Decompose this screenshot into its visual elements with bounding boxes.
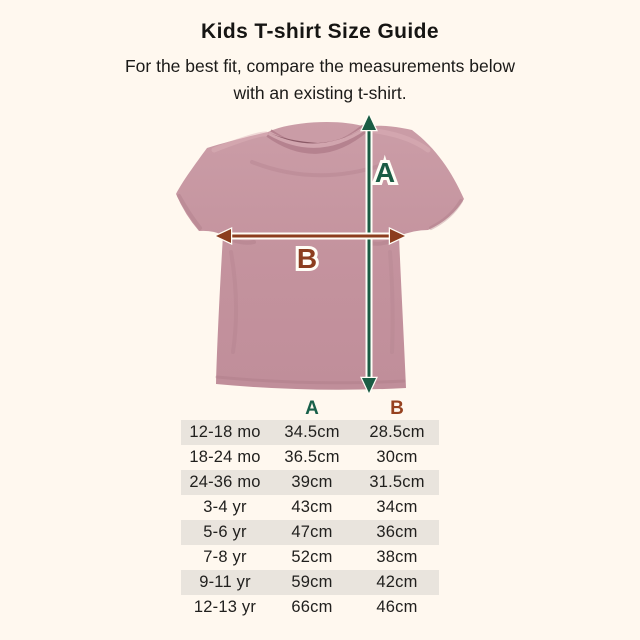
width-cell: 28.5cm [369,423,425,441]
tshirt-body [176,122,464,390]
length-cell: 34.5cm [284,423,340,441]
size-table-header [181,397,439,420]
subtitle-line-2: with an existing t-shirt. [233,83,407,103]
length-label-a: A [374,157,396,188]
length-cell: 66cm [291,598,333,616]
length-cell: 43cm [291,498,333,516]
size-cell: 7-8 yr [203,548,247,566]
size-cell: 5-6 yr [203,523,247,541]
length-cell: 36.5cm [284,448,340,466]
table-row [181,545,439,570]
page-title: Kids T-shirt Size Guide [201,20,439,43]
width-label-b: B [296,243,318,274]
width-cell: 36cm [376,523,418,541]
width-cell: 31.5cm [369,473,425,491]
width-cell: 34cm [376,498,418,516]
table-header-a: A [305,397,319,419]
size-cell: 12-13 yr [193,598,257,616]
table-row [181,520,439,545]
size-cell: 24-36 mo [189,473,261,491]
size-cell: 18-24 mo [189,448,261,466]
width-cell: 38cm [376,548,418,566]
table-row [181,570,439,595]
table-row [181,495,439,520]
width-cell: 42cm [376,573,418,591]
size-table-rows [181,420,439,620]
table-row [181,470,439,495]
size-table [181,397,439,620]
width-cell: 46cm [376,598,418,616]
width-cell: 30cm [376,448,418,466]
length-cell: 52cm [291,548,333,566]
size-cell: 3-4 yr [203,498,247,516]
length-cell: 47cm [291,523,333,541]
table-row [181,595,439,620]
table-row [181,445,439,470]
size-cell: 9-11 yr [199,573,251,591]
length-cell: 39cm [291,473,333,491]
size-cell: 12-18 mo [189,423,261,441]
subtitle-line-1: For the best fit, compare the measurements below [124,56,516,76]
table-header-b: B [390,397,404,419]
table-row [181,420,439,445]
length-cell: 59cm [291,573,333,591]
